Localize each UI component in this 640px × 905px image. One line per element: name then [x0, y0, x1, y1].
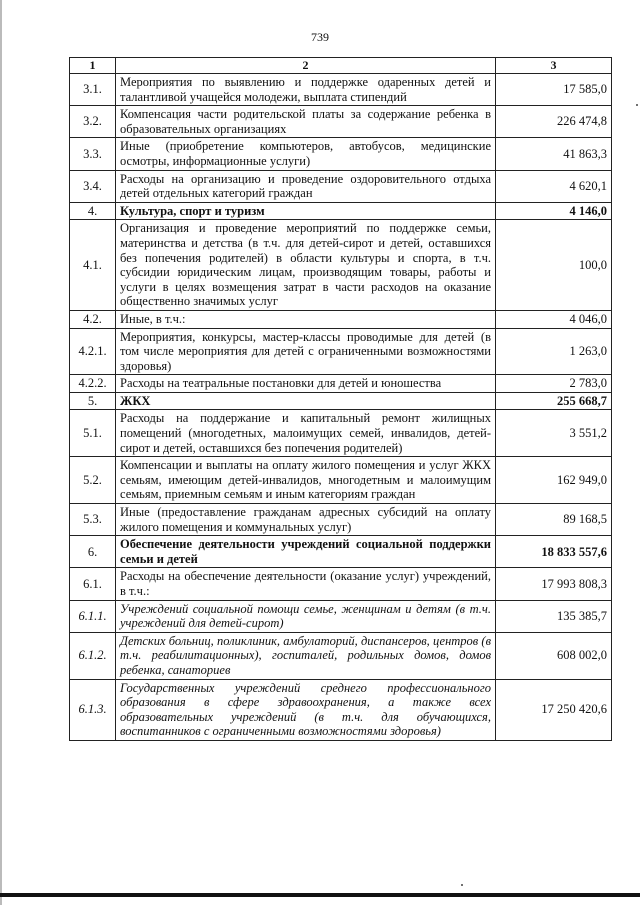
table-row [70, 74, 612, 106]
row-number: 6.1.1. [70, 600, 116, 632]
row-description: Мероприятия по выявлению и поддержке одаренных детей и талантливой учащейся молодежи, выплата стипендий [116, 74, 496, 106]
row-amount: 17 585,0 [496, 74, 612, 106]
row-amount: 4 146,0 [496, 202, 612, 220]
row-description: Детских больниц, поликлиник, амбулаторий, диспансеров, центров (в т.ч. реабилитационных), госпиталей, родильных домов, домов ребенка, санаториев [116, 632, 496, 679]
table-row [70, 106, 612, 138]
table-row [70, 375, 612, 393]
row-description: Расходы на организацию и проведение оздоровительного отдыха детей отдельных категорий граждан [116, 170, 496, 202]
table-row [70, 679, 612, 740]
row-description: Организация и проведение мероприятий по поддержке семьи, материнства и детства (в т.ч. для детей-сирот и детей, оставшихся без попечения родителей) в области культуры и спорта, в т.ч. субсидии юридическим лицам, производящим товары, работы и услуги в целях возмещения затрат в части расходов на оказание общественно значимых услуг [116, 220, 496, 311]
row-number: 5.2. [70, 457, 116, 504]
table-row [70, 310, 612, 328]
table-row [70, 568, 612, 600]
row-description: Иные (приобретение компьютеров, автобусов, медицинские осмотры, информационные услуги) [116, 138, 496, 170]
row-number: 5.1. [70, 410, 116, 457]
row-description: Обеспечение деятельности учреждений социальной поддержки семьи и детей [116, 536, 496, 568]
table-row [70, 220, 612, 311]
row-description: Расходы на театральные постановки для детей и юношества [116, 375, 496, 393]
row-description: Культура, спорт и туризм [116, 202, 496, 220]
row-description: Учреждений социальной помощи семье, женщинам и детям (в т.ч. учреждений для детей-сирот) [116, 600, 496, 632]
table-row [70, 202, 612, 220]
table-row [70, 328, 612, 375]
row-description: Расходы на обеспечение деятельности (оказание услуг) учреждений, в т.ч.: [116, 568, 496, 600]
table-row [70, 457, 612, 504]
row-number: 6.1.3. [70, 679, 116, 740]
row-description: Мероприятия, конкурсы, мастер-классы проводимые для детей (в том числе мероприятия для детей с ограниченными возможностями здоровья) [116, 328, 496, 375]
scan-bottom-border [0, 893, 640, 897]
table-row [70, 536, 612, 568]
row-amount: 2 783,0 [496, 375, 612, 393]
row-number: 3.2. [70, 106, 116, 138]
header-col-3: 3 [496, 58, 612, 74]
row-description: Компенсации и выплаты на оплату жилого помещения и услуг ЖКХ семьям, имеющим детей-инвалидов, многодетным и малоимущим семьям, приемным семьям и иным категориям граждан [116, 457, 496, 504]
row-number: 5.3. [70, 504, 116, 536]
row-number: 6. [70, 536, 116, 568]
row-number: 6.1.2. [70, 632, 116, 679]
table-row [70, 632, 612, 679]
scan-speck [461, 884, 463, 886]
row-number: 4.1. [70, 220, 116, 311]
header-col-1: 1 [70, 58, 116, 74]
row-amount: 255 668,7 [496, 392, 612, 410]
row-amount: 4 046,0 [496, 310, 612, 328]
row-amount: 1 263,0 [496, 328, 612, 375]
row-number: 4.2. [70, 310, 116, 328]
row-number: 4. [70, 202, 116, 220]
row-description: Компенсация части родительской платы за содержание ребенка в образовательных организациях [116, 106, 496, 138]
row-amount: 3 551,2 [496, 410, 612, 457]
page-number: 739 [311, 30, 329, 44]
row-amount: 608 002,0 [496, 632, 612, 679]
row-amount: 100,0 [496, 220, 612, 311]
row-number: 5. [70, 392, 116, 410]
scan-speck [636, 104, 638, 106]
row-amount: 162 949,0 [496, 457, 612, 504]
scan-edge [0, 0, 2, 905]
table-row [70, 170, 612, 202]
row-amount: 226 474,8 [496, 106, 612, 138]
row-number: 4.2.1. [70, 328, 116, 375]
row-amount: 17 250 420,6 [496, 679, 612, 740]
row-number: 3.4. [70, 170, 116, 202]
row-number: 4.2.2. [70, 375, 116, 393]
row-number: 6.1. [70, 568, 116, 600]
row-amount: 89 168,5 [496, 504, 612, 536]
table-row [70, 410, 612, 457]
table-header-row [70, 58, 612, 74]
table-row [70, 138, 612, 170]
row-amount: 41 863,3 [496, 138, 612, 170]
row-description: Государственных учреждений среднего профессионального образования в сфере здравоохранения, а также всех образовательных учреждений (в т.ч. для обучающихся, воспитанников с ограниченными возможностями здоровья) [116, 679, 496, 740]
budget-table [69, 57, 612, 741]
table-row [70, 504, 612, 536]
table-row [70, 392, 612, 410]
row-amount: 17 993 808,3 [496, 568, 612, 600]
row-description: Расходы на поддержание и капитальный ремонт жилищных помещений (многодетных, малоимущих семей, инвалидов, детей-сирот и детей, оставшихся без попечения родителей) [116, 410, 496, 457]
row-number: 3.1. [70, 74, 116, 106]
row-amount: 18 833 557,6 [496, 536, 612, 568]
row-description: Иные, в т.ч.: [116, 310, 496, 328]
table-row [70, 600, 612, 632]
row-description: ЖКХ [116, 392, 496, 410]
row-amount: 135 385,7 [496, 600, 612, 632]
row-description: Иные (предоставление гражданам адресных субсидий на оплату жилого помещения и коммунальных услуг) [116, 504, 496, 536]
header-col-2: 2 [116, 58, 496, 74]
row-number: 3.3. [70, 138, 116, 170]
row-amount: 4 620,1 [496, 170, 612, 202]
